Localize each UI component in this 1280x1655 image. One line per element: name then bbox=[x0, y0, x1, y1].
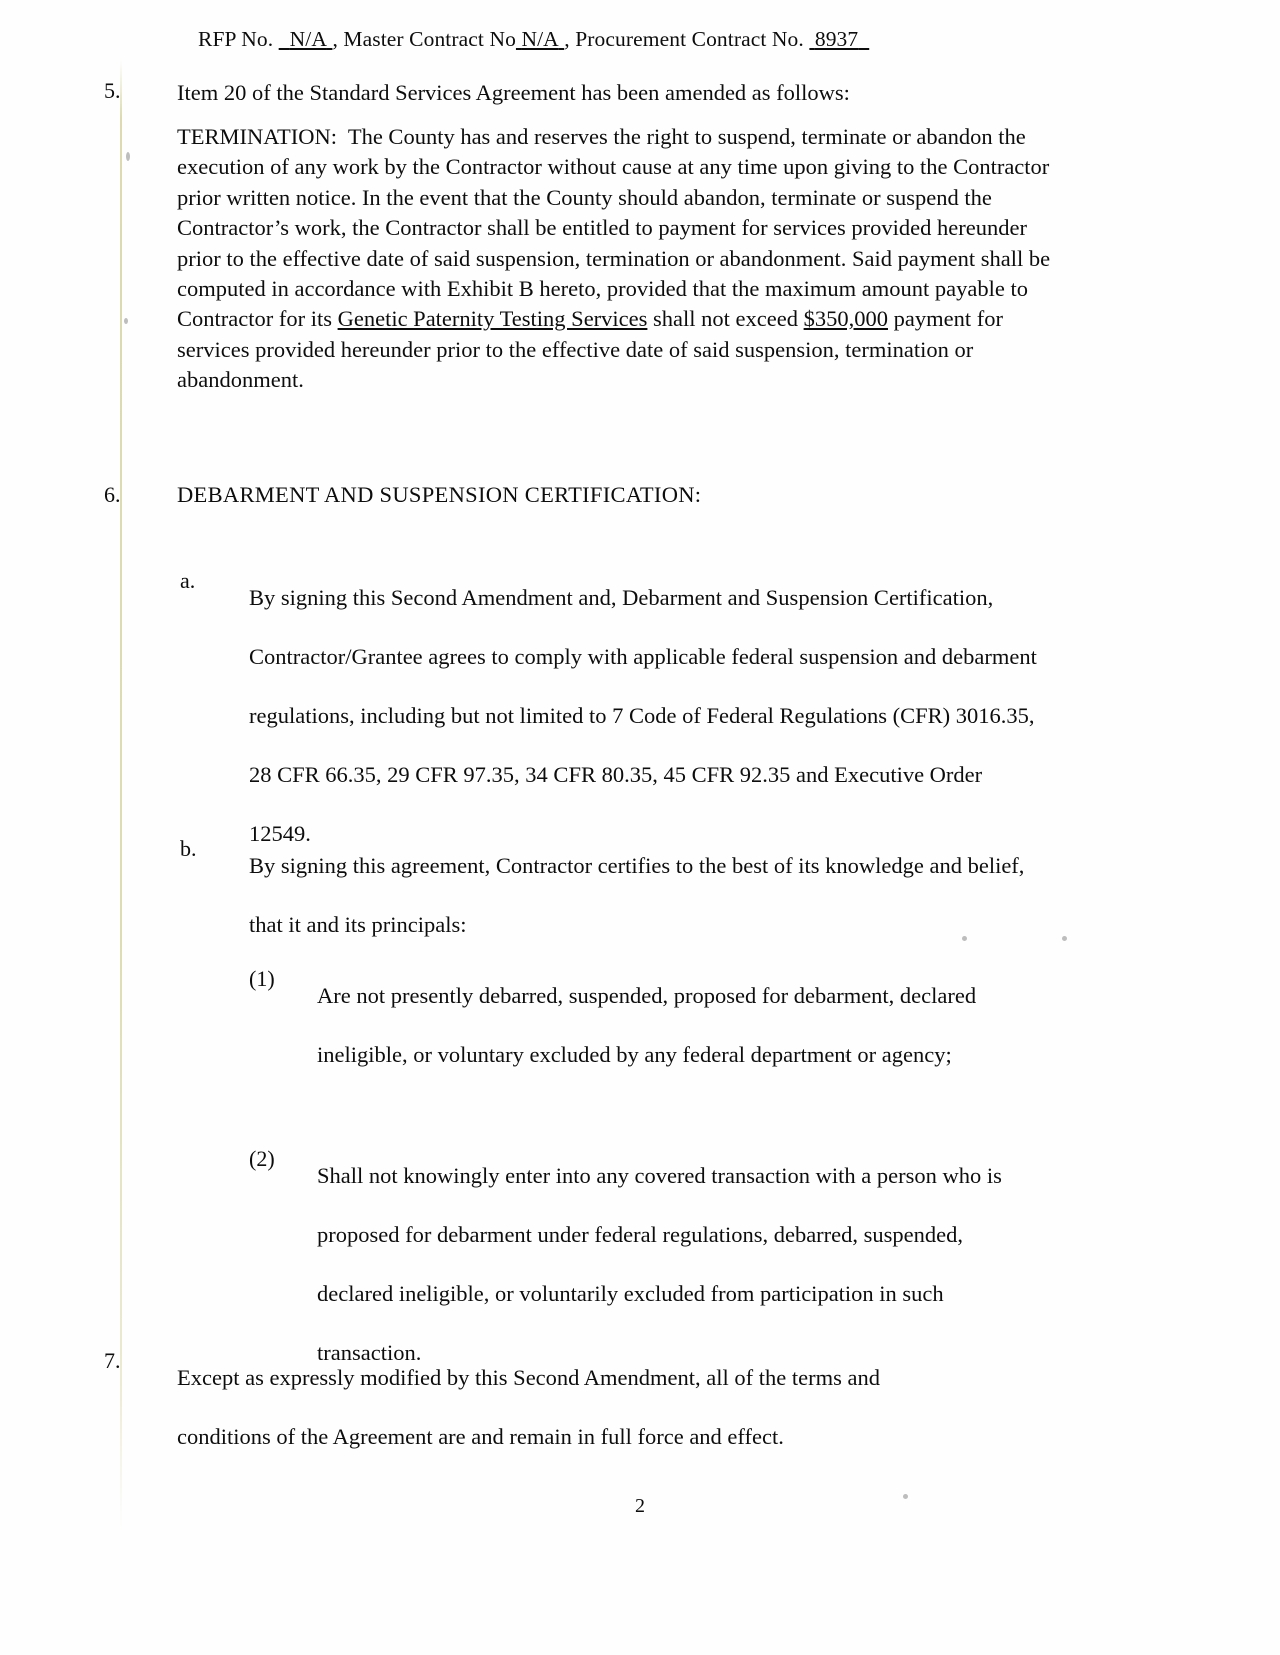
services-name-underlined: Genetic Paternity Testing Services bbox=[337, 306, 648, 332]
termination-label: TERMINATION: bbox=[177, 124, 337, 149]
contract-header-line bbox=[198, 27, 869, 52]
clause-6a-text: By signing this Second Amendment and, Debarment and Suspension Certification, Contractor/Grantee agrees to comply with applicable federal suspension and debarment regulations, including but not limited to 7 Code of Federal Regulations (CFR) 3016.35, 28 CFR 66.35, 29 CFR 97.35, 34 CFR 80.35, 45 CFR 92.35 and Executive Order 12549. bbox=[249, 585, 1037, 846]
scan-artifact-line bbox=[120, 60, 122, 1530]
maximum-amount-underlined: $350,000 bbox=[803, 306, 888, 332]
clause-6b-2-marker: (2) bbox=[249, 1146, 275, 1171]
clause-6b-1-text: Are not presently debarred, suspended, proposed for debarment, declared ineligible, or voluntary excluded by any federal department or agency; bbox=[317, 983, 977, 1067]
rfp-number-value: N/A bbox=[289, 27, 327, 51]
rfp-number-label: RFP No. bbox=[198, 27, 274, 51]
clause-6-heading: DEBARMENT AND SUSPENSION CERTIFICATION: bbox=[177, 482, 702, 507]
scan-speck bbox=[126, 152, 130, 161]
master-contract-value: N/A bbox=[521, 27, 559, 51]
clause-6b-2-text: Shall not knowingly enter into any covered transaction with a person who is proposed for debarment under federal regulations, debarred, suspended, declared ineligible, or voluntarily excluded from participation in such transaction. bbox=[317, 1163, 1002, 1365]
clause-6a-marker: a. bbox=[180, 568, 196, 593]
clause-7-number: 7. bbox=[104, 1348, 121, 1373]
clause-7-text: Except as expressly modified by this Second Amendment, all of the terms and conditions of the Agreement are and remain in full force and effect. bbox=[177, 1365, 880, 1449]
termination-text-part-3: payment for services provided hereunder prior to the effective date of said suspension, termination or abandonment. bbox=[177, 306, 1003, 393]
scan-speck bbox=[124, 318, 128, 324]
procurement-contract-label: , Procurement Contract No. bbox=[564, 27, 804, 51]
procurement-contract-value: 8937 bbox=[814, 27, 859, 51]
termination-text-part-2: shall not exceed bbox=[647, 306, 804, 332]
clause-6b-1-marker: (1) bbox=[249, 966, 275, 991]
clause-5-number: 5. bbox=[104, 78, 121, 103]
scan-speck bbox=[1062, 936, 1067, 941]
clause-6-number: 6. bbox=[104, 482, 121, 507]
clause-5-intro: Item 20 of the Standard Services Agreement has been amended as follows: bbox=[177, 80, 850, 105]
page-number: 2 bbox=[635, 1495, 645, 1517]
termination-text-part-1: The County has and reserves the right to suspend, terminate or abandon the execution of any work by the Contractor without cause at any time upon giving to the Contractor prior written notice. In the event that the County should abandon, terminate or suspend the Contractor’s work, the Contractor shall be entitled to payment for services provided hereunder prior to the effective date of said suspension, termination or abandonment. Said payment shall be computed in accordance with Exhibit B hereto, provided that the maximum amount payable to Contractor for its bbox=[177, 124, 1051, 332]
clause-6b-text: By signing this agreement, Contractor certifies to the best of its knowledge and belief, that it and its principals: bbox=[249, 853, 1025, 937]
clause-5-termination-paragraph bbox=[177, 122, 1057, 396]
clause-6b-marker: b. bbox=[180, 836, 197, 861]
master-contract-label: , Master Contract No bbox=[332, 27, 516, 51]
